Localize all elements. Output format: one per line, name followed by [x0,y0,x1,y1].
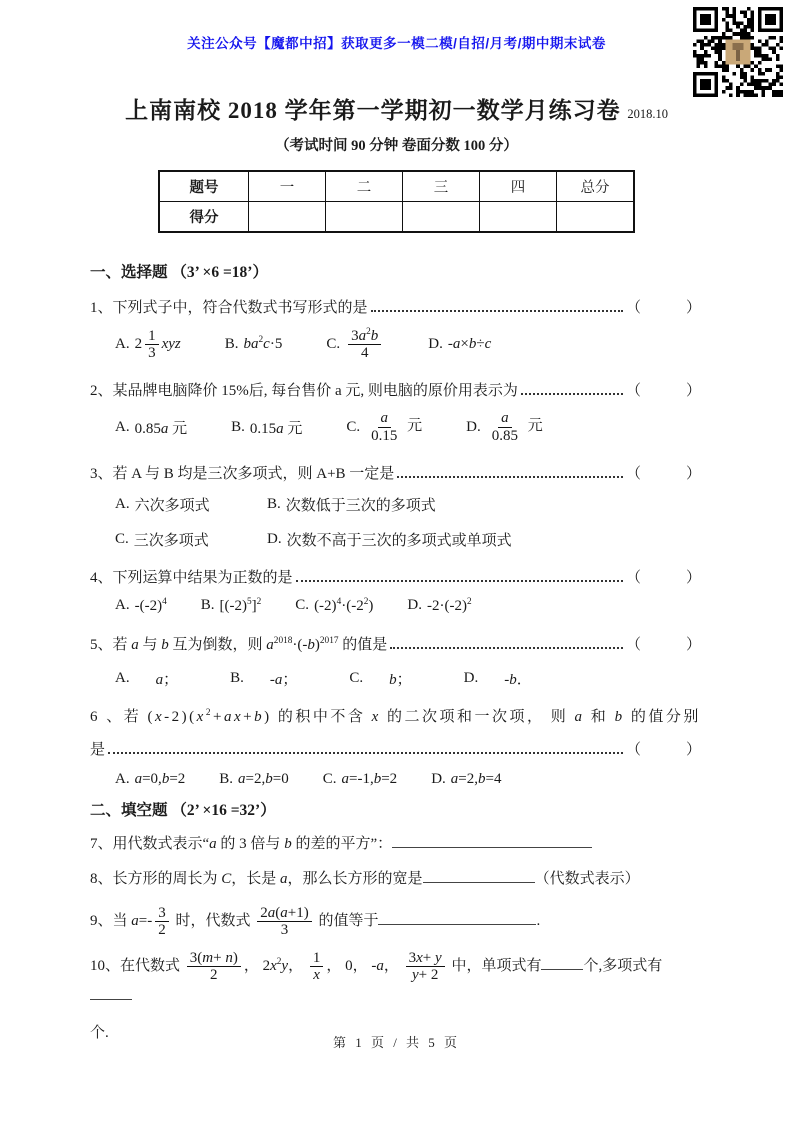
score-row-label: 得分 [159,202,249,233]
option-d [464,668,532,689]
option-a [115,494,267,515]
option-c [115,529,267,550]
option-value: a=0,b=2 [134,770,186,787]
option-c [326,327,384,361]
option-value: $(-2)^4\cdot(-2^2)$ [314,596,374,614]
option-label: D. [463,669,479,686]
option-c [295,597,373,615]
question-8: 8、长方形的周长为 C，长是 a，那么长方形的宽是 （代数式表示） [90,867,701,891]
score-cell-empty [326,202,403,233]
option-value: $-(-2)^4$ [134,596,167,614]
question-5-options [90,668,701,689]
question-5 [90,633,701,654]
question-10-line2: 个. [90,1025,109,1041]
option-d [267,529,701,550]
question-6-line1: 6 、若 $(x-2)(x^2+ax+b)$ 的积中不含 x 的二次项和一次项， 则 a 和 b 的值分别 [90,707,701,725]
option-value: -b． [504,671,532,688]
score-cell-empty [557,202,635,233]
option-value: a=2,b=4 [450,770,502,787]
section-1-heading: 一、选择题 （3’ ×6 =18’） [90,264,268,281]
option-c [323,771,397,788]
answer-bracket: （ ） [625,569,701,586]
option-label: C. [295,597,310,614]
option-label: B. [267,495,281,512]
score-header-cell: 二 [326,171,403,202]
question-4-options [90,597,701,615]
score-cell-empty [403,202,480,233]
option-label: B. [230,669,244,686]
option-value: -a； [269,671,298,688]
option-c [346,410,422,443]
option-label: A. [115,597,130,614]
answer-bracket: （ ） [625,383,701,400]
option-label: D. [267,530,282,547]
option-value: 0.15a 元 [249,420,303,437]
option-label: B. [224,335,239,352]
option-value: 六次多项式 [134,497,210,514]
score-cell-empty [249,202,326,233]
question-3-options [90,494,701,550]
score-table-score-row [159,202,634,233]
option-label: D. [407,597,422,614]
page-footer: 第 1 页 / 共 5 页 [332,1035,461,1050]
option-value: 0.85a 元 [134,420,188,437]
exam-body [0,260,793,1042]
dotted-leader [108,743,623,754]
question-2 [90,379,701,400]
option-value: 次数不高于三次的多项式或单项式 [286,532,512,549]
question-1-text: 1、下列式子中，符合代数式书写形式的是 [90,300,368,316]
exam-title-text: 上南南校 2018 学年第一学期初一数学月练习卷 [125,98,621,123]
score-header-cell: 一 [249,171,326,202]
option-label: A. [115,669,130,686]
question-6-options [90,771,701,788]
section-2-heading: 二、填空题 （2’ ×16 =32’） [90,801,276,819]
score-cell-empty [480,202,557,233]
option-c [349,668,411,689]
option-value: 三次多项式 [133,532,209,549]
option-d [407,597,471,615]
option-value: -a×b÷c [447,335,492,352]
option-label: A. [115,335,130,352]
option-label: B. [219,770,234,787]
option-value: $[(-2)^5]^2$ [219,596,262,614]
notice-banner: 关注公众号【魔都中招】获取更多一模二模/自招/月考/期中期末试卷 [187,36,606,51]
option-value: a； [155,671,179,688]
answer-bracket: （ ） [625,300,701,316]
option-label: C. [346,418,361,435]
dotted-leader [371,301,623,312]
option-value: 次数低于三次的多项式 [285,497,436,514]
score-header-cell: 题号 [159,171,249,202]
option-d [466,410,543,443]
answer-bracket: （ ） [625,636,701,653]
option-value: b； [389,671,412,688]
question-1-options [90,327,701,361]
score-header-cell: 三 [403,171,480,202]
option-value: 2 $\frac{1}{3}$ xyz [134,327,181,361]
question-9: 9、当 a=- $\frac{3}{2}$ 时，代数式 $\frac{2a(a+1)}{3}$ 的值等于 . [90,904,541,938]
question-2-options [90,410,701,443]
score-header-cell: 四 [480,171,557,202]
option-b [231,417,302,438]
option-b [267,494,701,515]
dotted-leader [521,384,623,395]
option-b [219,771,288,788]
option-label: D. [466,418,481,435]
question-10-line1: 10、在代数式 $\frac{3(m+ n)}{2}$ ， $2x^2y$， $\frac{1}{x}$ ， 0， -a， $\frac{3x+ y}{y+ 2}$ 中，单项式有 个,多项式有 [90,950,701,1007]
option-value: a=2,b=0 [238,770,289,787]
answer-bracket: （ ） [625,741,701,758]
option-a [115,417,187,438]
option-value: $\frac{a}{0.15}$ 元 [371,410,423,444]
answer-bracket: （ ） [625,465,701,482]
dotted-leader [390,638,623,649]
option-b [230,668,297,689]
question-3-text: 3、若 A 与 B 均是三次多项式，则 A+B 一定是 [90,465,395,482]
option-label: D. [431,770,446,787]
option-a [115,668,178,689]
option-label: C. [349,669,364,686]
option-value: $ba^2c\cdot 5$ [243,335,283,353]
option-a [115,771,185,788]
option-label: C. [115,530,129,547]
score-table [158,170,635,233]
option-value: $-2\cdot(-2)^2$ [426,596,472,614]
score-table-header-row [159,171,634,202]
option-b [225,335,283,353]
question-7: 7、用代数式表示“a 的 3 倍与 b 的差的平方”： [90,832,701,856]
option-d [428,336,491,353]
qr-code-icon [693,5,783,99]
dotted-leader [296,571,623,582]
question-4 [90,566,701,587]
option-value: a=-1,b=2 [341,770,398,787]
question-6-line2 [90,738,701,759]
dotted-leader [397,467,623,478]
option-d [431,771,501,788]
option-label: B. [231,418,245,435]
option-label: B. [200,597,215,614]
option-label: A. [115,770,130,787]
option-label: D. [428,335,443,352]
option-label: A. [115,418,130,435]
question-2-text: 2、某品牌电脑降价 15%后, 每台售价 a 元, 则电脑的原价用表示为 [90,383,518,400]
question-6-text: 是 [90,741,106,758]
option-value: $\frac{3a^2b}{4}$ [345,327,384,361]
option-a [115,597,167,615]
option-b [201,597,262,615]
question-3 [90,462,701,483]
exam-title [0,92,793,125]
option-label: C. [322,770,337,787]
question-4-text: 4、下列运算中结果为正数的是 [90,569,293,586]
option-label: C. [326,335,341,352]
option-value: $\frac{a}{0.85}$ 元 [491,410,543,444]
option-label: A. [115,495,130,512]
score-header-cell: 总分 [557,171,635,202]
question-5-text: 5、若 a 与 b 互为倒数，则 $a^{2018}\cdot(-b)^{2017}$ 的值是 [90,635,388,653]
question-1 [90,296,701,317]
exam-date: 2018.10 [627,107,668,121]
exam-subtitle: （考试时间 90 分钟 卷面分数 100 分） [275,138,518,154]
option-a [115,328,181,361]
